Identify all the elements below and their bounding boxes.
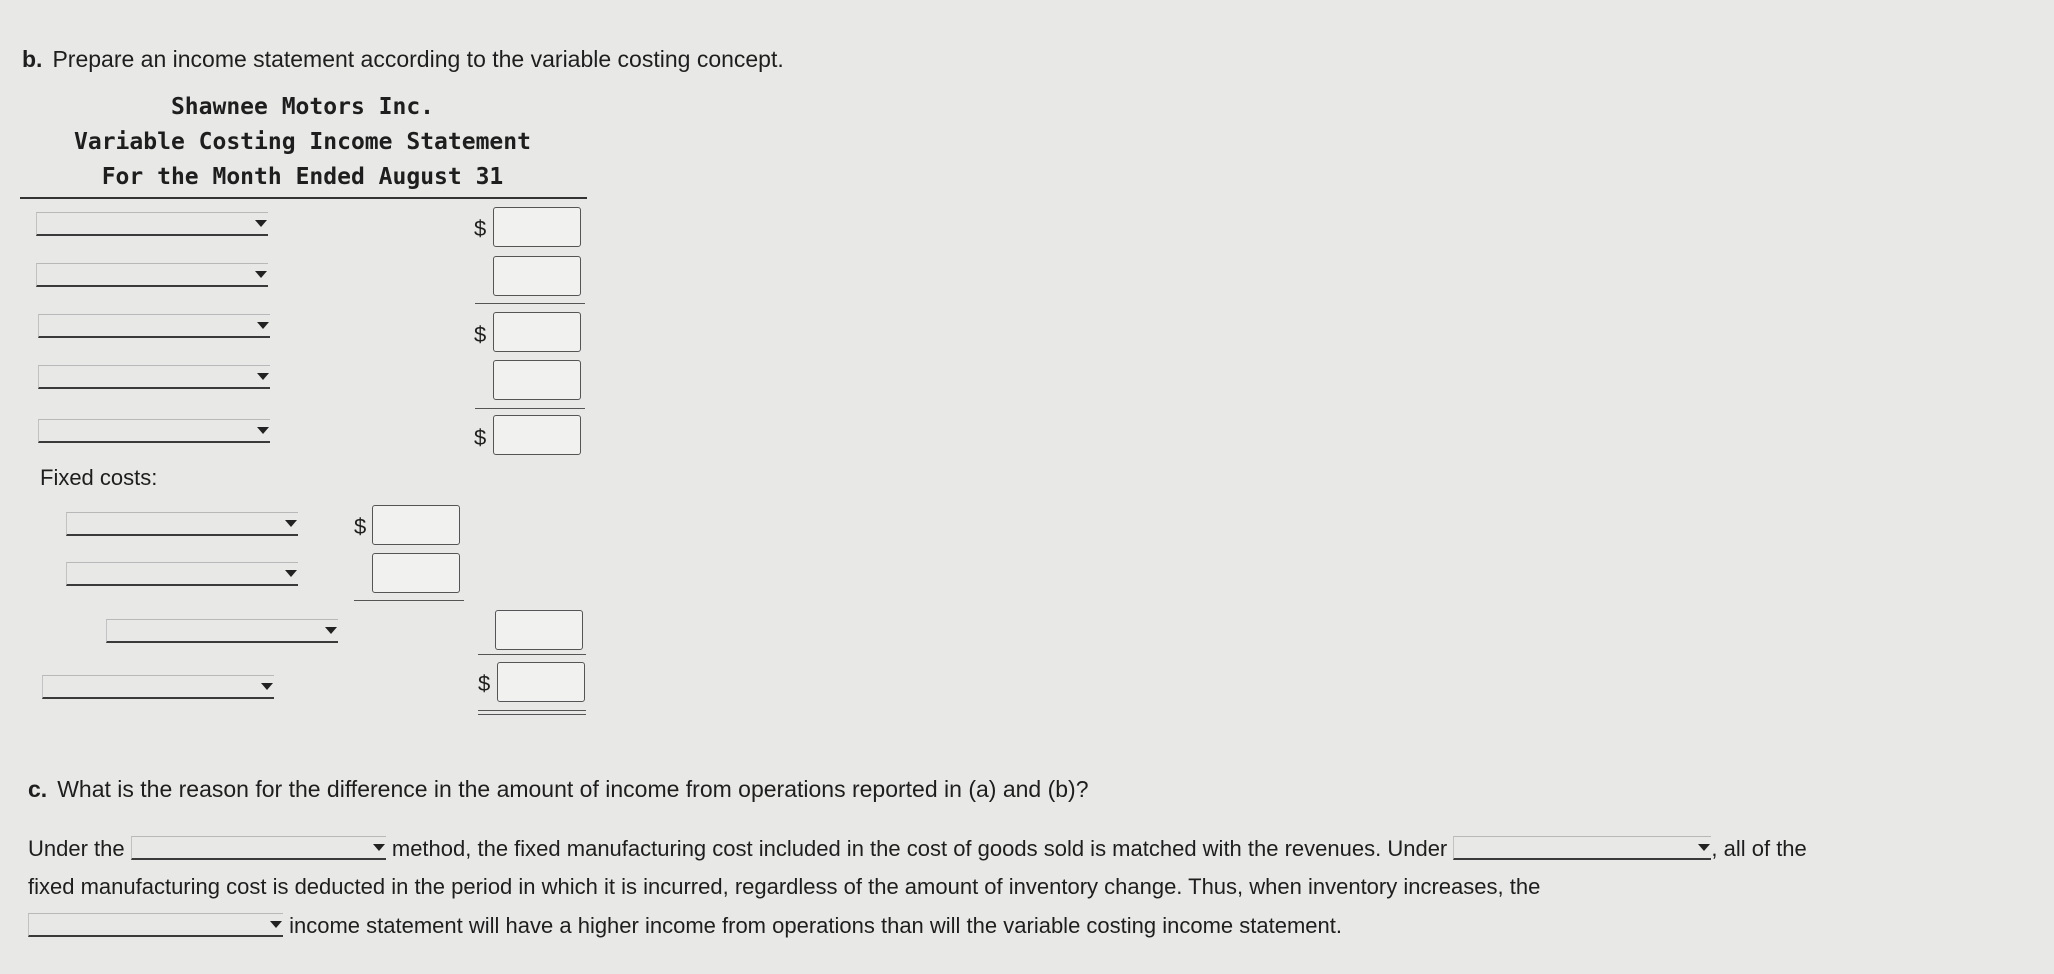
- fixed-cost-dropdown-1[interactable]: [66, 512, 298, 536]
- line-item-dropdown-1[interactable]: [36, 212, 268, 236]
- chevron-down-icon: [255, 271, 267, 278]
- method-dropdown-3[interactable]: [28, 913, 283, 937]
- part-b-text: Prepare an income statement according to the variable costing concept.: [52, 46, 784, 72]
- chevron-down-icon: [1698, 844, 1710, 851]
- total-fixed-input[interactable]: [495, 610, 583, 650]
- total-fixed-dropdown[interactable]: [106, 619, 338, 643]
- part-b-question: [22, 46, 784, 73]
- subtotal-rule: [475, 303, 585, 304]
- double-rule-top: [478, 710, 586, 711]
- subtotal-rule: [478, 654, 586, 655]
- chevron-down-icon: [325, 627, 337, 634]
- method-dropdown-1[interactable]: [131, 836, 386, 860]
- company-name: Shawnee Motors Inc.: [170, 94, 435, 120]
- part-c-question: [28, 776, 1088, 803]
- chevron-down-icon: [261, 683, 273, 690]
- statement-period: For the Month Ended August 31: [101, 164, 504, 190]
- net-income-dropdown[interactable]: [42, 675, 274, 699]
- answer-text: , all of the: [1711, 836, 1807, 861]
- part-c-label: c.: [28, 776, 48, 802]
- amount-input-4[interactable]: [493, 360, 581, 400]
- part-c-text: What is the reason for the difference in the amount of income from operations reported in (a) and (b)?: [57, 776, 1089, 802]
- amount-input-3[interactable]: [493, 312, 581, 352]
- chevron-down-icon: [373, 844, 385, 851]
- chevron-down-icon: [257, 322, 269, 329]
- dollar-sign: $: [474, 216, 487, 241]
- dollar-sign: $: [474, 322, 487, 347]
- chevron-down-icon: [255, 220, 267, 227]
- amount-input-1[interactable]: [493, 207, 581, 247]
- amount-input-5[interactable]: [493, 415, 581, 455]
- fixed-amount-input-2[interactable]: [372, 553, 460, 593]
- answer-text: fixed manufacturing cost is deducted in the period in which it is incurred, regardless of the amount of inventory change. Thus, when inventory increases, the: [28, 874, 1541, 899]
- chevron-down-icon: [270, 921, 282, 928]
- chevron-down-icon: [285, 570, 297, 577]
- double-rule-bottom: [478, 714, 586, 715]
- amount-input-2[interactable]: [493, 256, 581, 296]
- answer-text: Under the: [28, 836, 125, 861]
- part-b-label: b.: [22, 46, 43, 72]
- subtotal-rule: [475, 408, 585, 409]
- line-item-dropdown-5[interactable]: [38, 419, 270, 443]
- fixed-cost-dropdown-2[interactable]: [66, 562, 298, 586]
- method-dropdown-2[interactable]: [1453, 836, 1711, 860]
- answer-line-3: [28, 913, 1342, 939]
- line-item-dropdown-3[interactable]: [38, 314, 270, 338]
- chevron-down-icon: [257, 427, 269, 434]
- answer-line-1: [28, 836, 1807, 862]
- dollar-sign: $: [478, 671, 491, 696]
- answer-text: method, the fixed manufacturing cost included in the cost of goods sold is matched with the revenues. Under: [391, 836, 1448, 861]
- net-income-input[interactable]: [497, 662, 585, 702]
- dollar-sign: $: [354, 514, 367, 539]
- line-item-dropdown-2[interactable]: [36, 263, 268, 287]
- header-underline: [20, 197, 587, 199]
- fixed-amount-input-1[interactable]: [372, 505, 460, 545]
- fixed-costs-label: Fixed costs:: [40, 465, 158, 490]
- line-item-dropdown-4[interactable]: [38, 365, 270, 389]
- chevron-down-icon: [257, 373, 269, 380]
- answer-text: income statement will have a higher income from operations than will the variable costing income statement.: [289, 913, 1342, 938]
- subtotal-rule: [354, 600, 464, 601]
- dollar-sign: $: [474, 425, 487, 450]
- statement-title: Variable Costing Income Statement: [74, 129, 531, 155]
- chevron-down-icon: [285, 520, 297, 527]
